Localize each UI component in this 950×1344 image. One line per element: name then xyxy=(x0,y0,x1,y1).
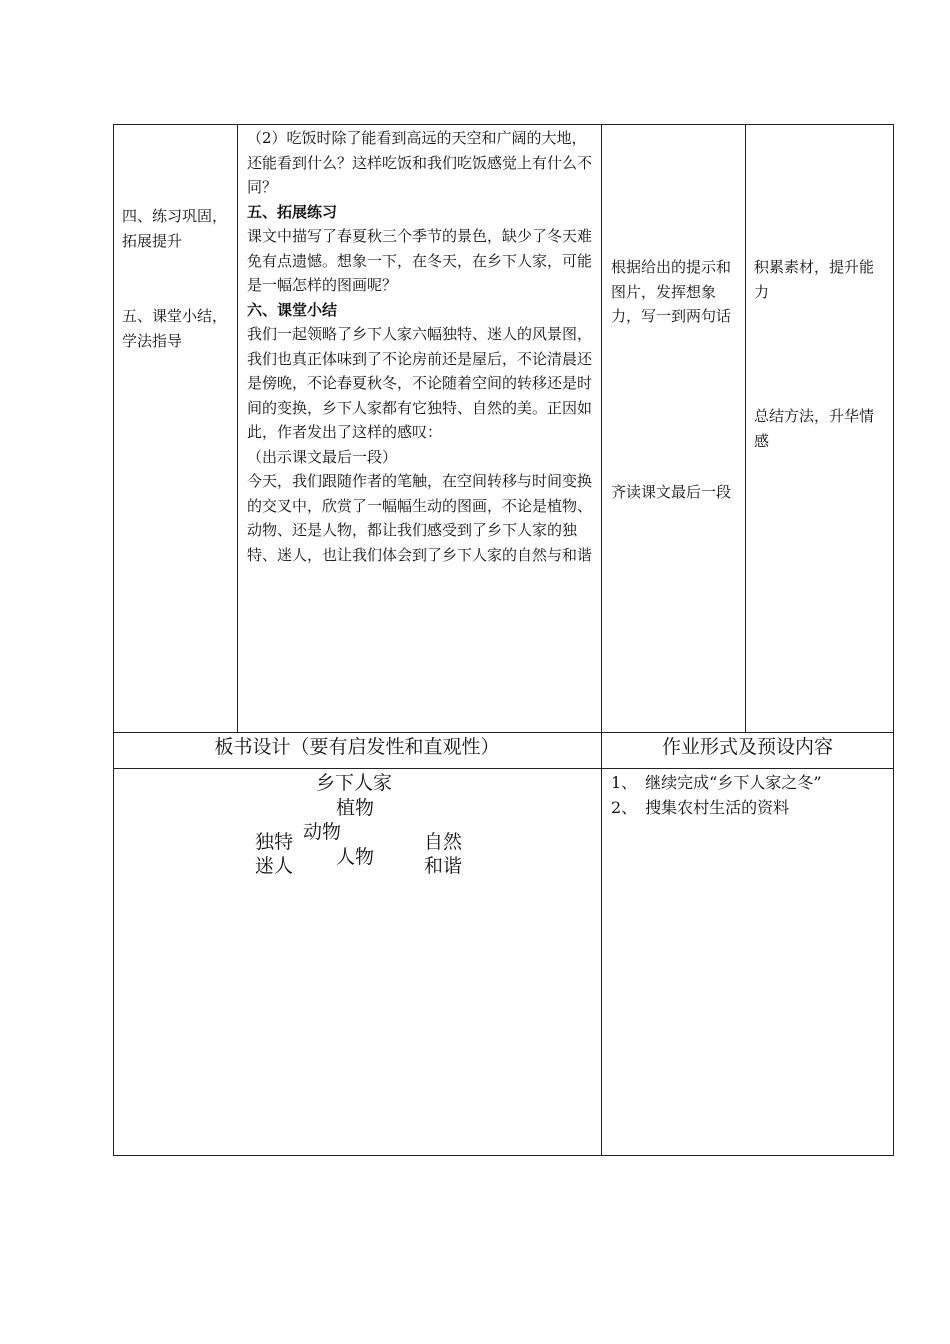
board-people: 人物 xyxy=(336,846,375,868)
homework-item-1: 1、 继续完成“乡下人家之冬” xyxy=(611,773,822,792)
closing-text: 今天，我们跟随作者的笔触，在空间转移与时间变换的交叉中，欣赏了一幅幅生动的图画，不论是植物、动物、还是人物，都让我们感受到了乡下人家的独特、迷人，也让我们体会到了乡下人家的自然与和谐 xyxy=(247,472,593,564)
section-5-title: 五、拓展练习 xyxy=(247,202,338,221)
board-plants: 植物 xyxy=(336,797,375,819)
design-intent-1: 积累素材，提升能力 xyxy=(754,258,875,301)
section-6-text: 我们一起领略了乡下人家六幅独特、迷人的风景图，我们也真正体味到了不论房前还是屋后，不论清晨还是傍晚，不论春夏秋冬，不论随着空间的转移还是时间的变换，乡下人家都有它独特、自然的美。正因如此，作者发出了这样的感叹： xyxy=(247,325,593,441)
section-5-text: 课文中描写了春夏秋三个季节的景色，缺少了冬天难免有点遗憾。想象一下，在冬天，在乡下人家，可能是一幅怎样的图画呢？ xyxy=(247,227,593,294)
board-animals: 动物 xyxy=(303,821,342,843)
student-activity-1: 根据给出的提示和图片，发挥想象力，写一到两句话 xyxy=(611,258,732,325)
col-divider xyxy=(745,124,746,732)
board-title: 乡下人家 xyxy=(316,772,393,794)
design-intent-2: 总结方法，升华情感 xyxy=(754,407,875,450)
stage-label-practice: 四、练习巩固，拓展提升 xyxy=(122,207,228,250)
row-divider xyxy=(113,768,894,769)
board-natural: 自然 xyxy=(424,831,463,853)
stage-label-summary: 五、课堂小结，学法指导 xyxy=(122,307,228,350)
section-6-title: 六、课堂小结 xyxy=(247,300,338,319)
col-divider xyxy=(237,124,238,732)
question-2: （2）吃饭时除了能看到高远的天空和广阔的大地，还能看到什么？这样吃饭和我们吃饭感觉上有什么不同？ xyxy=(247,129,593,196)
teacher-content xyxy=(247,126,595,567)
board-harmony: 和谐 xyxy=(424,855,463,877)
homework-header: 作业形式及预设内容 xyxy=(661,736,833,758)
show-text-note: （出示课文最后一段） xyxy=(247,447,398,466)
col-divider xyxy=(601,124,602,1156)
board-design-header: 板书设计（要有启发性和直观性） xyxy=(214,736,500,758)
board-unique: 独特 xyxy=(255,831,294,853)
student-activity-2: 齐读课文最后一段 xyxy=(611,483,732,501)
board-charming: 迷人 xyxy=(255,855,294,877)
homework-item-2: 2、 搜集农村生活的资料 xyxy=(611,798,790,817)
